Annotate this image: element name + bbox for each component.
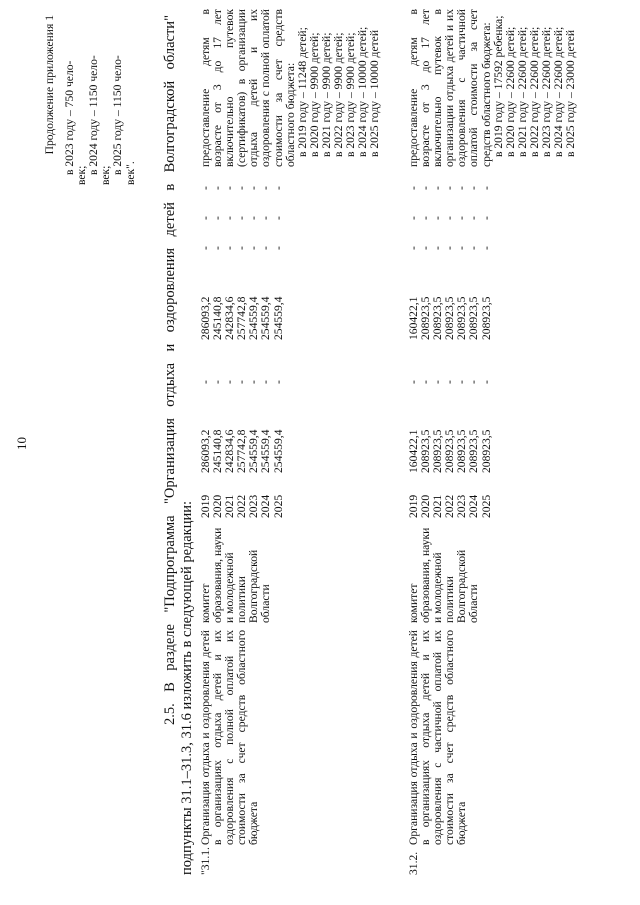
appendix-title: Продолжение приложения 1 [43, 15, 56, 155]
offbudget-column [408, 173, 493, 203]
dash: - [199, 246, 212, 250]
dash: - [235, 186, 249, 190]
result-item: в 2025 году – 23000 детей [564, 29, 578, 157]
dash: - [467, 246, 481, 250]
result-item: в 2025 году – 10000 детей [368, 29, 382, 157]
total-column [200, 403, 285, 473]
regional-value: 254559,4 [247, 296, 261, 340]
result-item: в 2019 году – 11248 детей; [295, 27, 309, 157]
dash: - [431, 246, 445, 250]
dash: - [199, 380, 212, 384]
total-value: 257742,8 [235, 429, 249, 473]
dash: - [479, 380, 493, 384]
dash: - [443, 246, 457, 250]
total-value: 254559,4 [271, 429, 285, 473]
total-value: 208923,5 [455, 429, 469, 473]
dash: - [259, 380, 273, 384]
dash: - [443, 216, 457, 220]
dash: - [467, 380, 481, 384]
extra-column [408, 203, 493, 233]
dash: - [455, 186, 469, 190]
dash: - [247, 246, 261, 250]
result-intro: предоставление детям в возрасте от 3 до 17 лет включительно путевок в организации отдыха детей и их оздоровления с частичной оплатой стоимости за счет средств областного бюджета: [407, 9, 493, 167]
dash: - [199, 216, 212, 220]
dash: - [467, 186, 481, 190]
dash: - [271, 380, 285, 384]
dash: - [223, 186, 237, 190]
regional-value: 208923,5 [431, 296, 445, 340]
dash: - [431, 380, 445, 384]
dash: - [211, 380, 225, 384]
dash: - [247, 380, 261, 384]
dash: - [407, 216, 420, 220]
dash: - [223, 380, 237, 384]
rotated-sheet [4, 0, 624, 885]
section-heading [162, 15, 196, 875]
regional-value: 208923,5 [479, 296, 493, 340]
result-item: в 2024 году – 10000 детей; [356, 26, 370, 157]
year: 2020 [419, 494, 433, 518]
result-item: в 2024 году – 22600 детей; [552, 26, 566, 157]
dash: - [259, 246, 273, 250]
year: 2022 [443, 494, 457, 518]
expected-result [200, 9, 381, 167]
total-value: 242834,6 [223, 429, 237, 473]
result-item: в 2022 году – 22600 детей; [527, 26, 541, 157]
dash: - [455, 216, 469, 220]
year: 2023 [247, 494, 261, 518]
dash: - [407, 380, 420, 384]
dash: - [211, 246, 225, 250]
extra-column [200, 203, 285, 233]
regional-value: 286093,2 [199, 296, 212, 340]
continuation-line: век; [75, 165, 89, 185]
dash: - [235, 216, 249, 220]
dash: - [223, 216, 237, 220]
dash: - [443, 380, 457, 384]
year: 2024 [467, 494, 481, 518]
continuation-line: век". [123, 161, 137, 185]
result-item: в 2021 году – 9900 детей; [319, 32, 333, 157]
year: 2023 [455, 494, 469, 518]
dash: - [235, 380, 249, 384]
year: 2021 [431, 494, 445, 518]
dash: - [407, 186, 420, 190]
result-item: в 2021 году – 22600 детей; [515, 26, 529, 157]
federal-column [200, 367, 285, 397]
regional-column [200, 270, 285, 340]
federal-column [408, 367, 493, 397]
page-number: 10 [14, 437, 29, 450]
dash: - [271, 246, 285, 250]
measure-name: Организация отдыха и оздоровления детей в организациях отдыха детей и их оздоровления с полной оплатой их стоимости за счет средств областного бюджета [199, 630, 261, 845]
dash: - [247, 216, 261, 220]
dash: - [455, 380, 469, 384]
dash: - [259, 186, 273, 190]
result-item: в 2023 году – 9900 детей; [344, 32, 358, 157]
dash: - [235, 246, 249, 250]
dash: - [211, 186, 225, 190]
dash: - [419, 246, 433, 250]
dash: - [479, 246, 493, 250]
regional-value: 208923,5 [443, 296, 457, 340]
appendix-continuation [44, 15, 137, 185]
executor: комитет образования, науки и молодежной политики Волгоградской области [407, 527, 481, 623]
year: 2025 [479, 494, 493, 518]
continuation-line: в 2025 году – 1150 чело- [111, 55, 125, 175]
local-column [408, 233, 493, 263]
continuation-line: в 2023 году – 750 чело- [63, 60, 77, 175]
years-column [200, 478, 285, 518]
result-item: в 2023 году – 22600 детей; [540, 26, 554, 157]
result-item: в 2020 году – 9900 детей; [307, 32, 321, 157]
dash: - [443, 186, 457, 190]
year: 2022 [235, 494, 249, 518]
year: 2024 [259, 494, 273, 518]
result-item: в 2019 году – 17592 ребенка; [491, 15, 505, 157]
regional-value: 245140,8 [211, 296, 225, 340]
dash: - [431, 216, 445, 220]
years-column [408, 478, 493, 518]
year: 2021 [223, 494, 237, 518]
total-value: 208923,5 [431, 429, 445, 473]
row-number: 31.2. [407, 851, 420, 875]
heading-line-1: 2.5. В разделе "Подпрограмма "Организация отдыха и оздоровления детей в Волгоградской области" [162, 15, 178, 725]
dash: - [407, 246, 420, 250]
dash: - [211, 216, 225, 220]
total-value: 286093,2 [199, 429, 212, 473]
row-number: "31.1. [199, 847, 212, 875]
result-item: в 2020 году – 22600 детей; [503, 26, 517, 157]
dash: - [455, 246, 469, 250]
result-item: в 2022 году – 9900 детей; [332, 32, 346, 157]
total-value: 208923,5 [467, 429, 481, 473]
dash: - [419, 186, 433, 190]
total-value: 160422,1 [407, 429, 420, 473]
year: 2019 [199, 494, 212, 518]
expected-result [408, 9, 577, 167]
dash: - [419, 380, 433, 384]
dash: - [479, 186, 493, 190]
year: 2020 [211, 494, 225, 518]
regional-value: 208923,5 [455, 296, 469, 340]
dash: - [431, 186, 445, 190]
result-intro: предоставление детям в возрасте от 3 до 17 лет включительно путевок (сертификатов) в организации отдыха детей и их оздоровления с полной оплатой стоимости за счет средств областного бюджета: [199, 9, 297, 167]
regional-value: 208923,5 [419, 296, 433, 340]
dash: - [199, 186, 212, 190]
total-value: 208923,5 [443, 429, 457, 473]
dash: - [259, 216, 273, 220]
regional-value: 242834,6 [223, 296, 237, 340]
year: 2019 [407, 494, 420, 518]
dash: - [467, 216, 481, 220]
local-column [200, 233, 285, 263]
heading-line-2: подпункты 31.1–31.3, 31.6 изложить в следующей редакции: [179, 500, 195, 875]
dash: - [479, 216, 493, 220]
executor: комитет образования, науки и молодежной политики Волгоградской области [199, 527, 273, 623]
year: 2025 [271, 494, 285, 518]
regional-value: 208923,5 [467, 296, 481, 340]
regional-value: 254559,4 [259, 296, 273, 340]
total-value: 208923,5 [479, 429, 493, 473]
total-value: 245140,8 [211, 429, 225, 473]
dash: - [247, 186, 261, 190]
offbudget-column [200, 173, 285, 203]
continuation-line: в 2024 году – 1150 чело- [87, 55, 101, 175]
total-value: 254559,4 [259, 429, 273, 473]
regional-column [408, 270, 493, 340]
total-value: 254559,4 [247, 429, 261, 473]
total-value: 208923,5 [419, 429, 433, 473]
measure-name: Организация отдыха и оздоровления детей в организациях отдыха детей и их оздоровления с частичной оплатой их стоимости за счет средств областного бюджета [407, 630, 469, 845]
continuation-line: век; [99, 165, 113, 185]
regional-value: 254559,4 [271, 296, 285, 340]
regional-value: 160422,1 [407, 296, 420, 340]
dash: - [223, 246, 237, 250]
total-column [408, 403, 493, 473]
dash: - [419, 216, 433, 220]
regional-value: 257742,8 [235, 296, 249, 340]
dash: - [271, 216, 285, 220]
dash: - [271, 186, 285, 190]
